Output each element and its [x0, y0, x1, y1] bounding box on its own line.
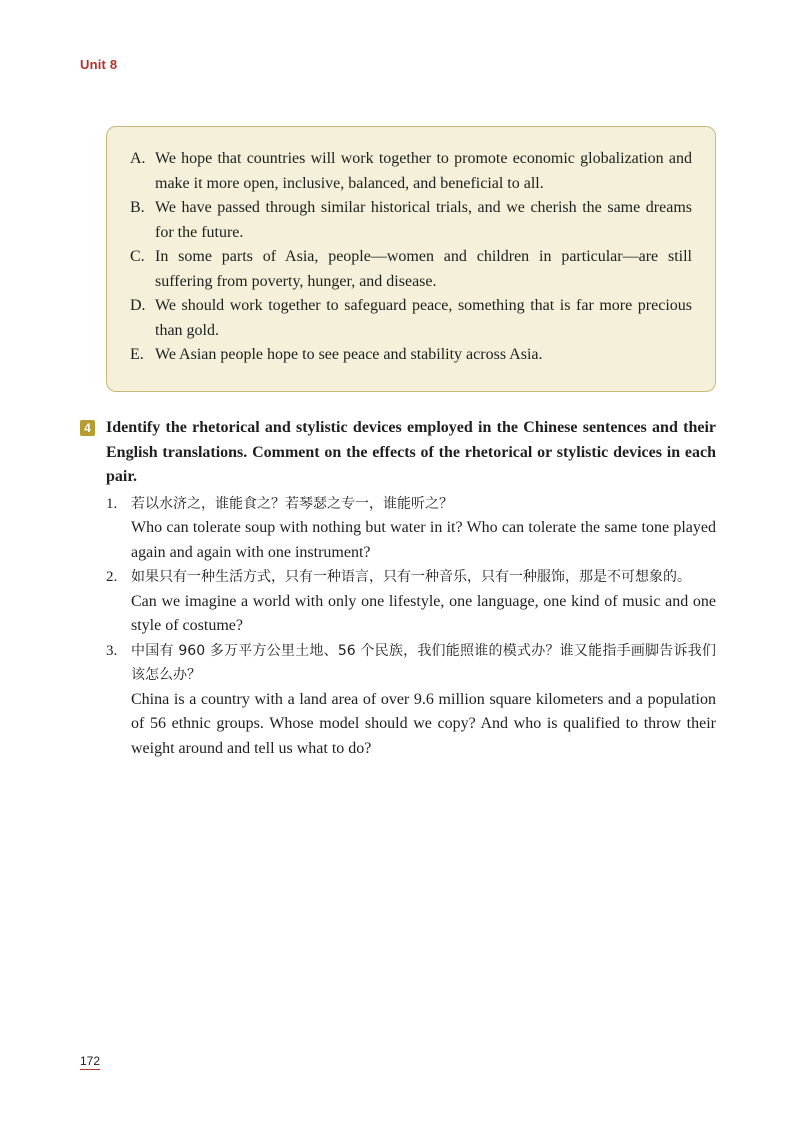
chinese-sentence: 中国有 960 多万平方公里土地、56 个民族，我们能照谁的模式办？谁又能指手画脚告诉我们该怎么办？: [131, 642, 716, 683]
option-text: We hope that countries will work together to promote economic globalization and make it more open, inclusive, balanced, and beneficial to all.: [155, 150, 692, 192]
option-text: In some parts of Asia, people—women and children in particular—are still suffering from poverty, hunger, and disease.: [155, 248, 692, 290]
chinese-sentence: 若以水济之，谁能食之？若琴瑟之专一，谁能听之？: [131, 495, 453, 512]
option-text: We should work together to safeguard peace, something that is far more precious than gold.: [155, 297, 692, 339]
task-item-3: [106, 639, 716, 762]
option-c: [130, 245, 692, 294]
english-translation: Can we imagine a world with only one lifestyle, one language, one kind of music and one style of costume?: [131, 592, 716, 634]
english-translation: Who can tolerate soup with nothing but water in it? Who can tolerate the same tone played again and again with one instrument?: [131, 519, 716, 561]
english-translation: China is a country with a land area of over 9.6 million square kilometers and a population of 56 ethnic groups. Whose model should we copy? And who is qualified to throw their weight around and tell us what to do?: [131, 690, 716, 757]
item-number: 2.: [106, 569, 118, 585]
option-e: [130, 343, 692, 368]
option-text: We Asian people hope to see peace and stability across Asia.: [155, 346, 543, 363]
option-d: [130, 294, 692, 343]
option-letter: E.: [130, 346, 144, 363]
task-instruction: Identify the rhetorical and stylistic devices employed in the Chinese sentences and their English translations. Comment on the effects of the rhetorical or stylistic devices in each pair.: [106, 419, 716, 485]
task-number-badge: 4: [80, 420, 95, 436]
option-a: [130, 147, 692, 196]
item-body: [131, 639, 716, 762]
item-body: [131, 492, 716, 566]
item-number: 3.: [106, 642, 118, 659]
page-number: 172: [80, 1054, 101, 1068]
option-text: We have passed through similar historical trials, and we cherish the same dreams for the future.: [155, 199, 692, 241]
chinese-sentence: 如果只有一种生活方式，只有一种语言，只有一种音乐，只有一种服饰，那是不可想象的。: [131, 569, 691, 585]
option-letter: C.: [130, 248, 145, 265]
task-items-list: [106, 492, 716, 762]
option-b: [130, 196, 692, 245]
item-body: [131, 565, 716, 639]
item-number: 1.: [106, 495, 118, 512]
option-letter: B.: [130, 199, 145, 216]
option-letter: D.: [130, 297, 146, 314]
task-section: [80, 416, 716, 761]
options-list: [130, 147, 692, 368]
task-item-2: [106, 565, 716, 639]
option-letter: A.: [130, 150, 146, 167]
task-item-1: [106, 492, 716, 566]
unit-label: Unit 8: [80, 57, 118, 72]
